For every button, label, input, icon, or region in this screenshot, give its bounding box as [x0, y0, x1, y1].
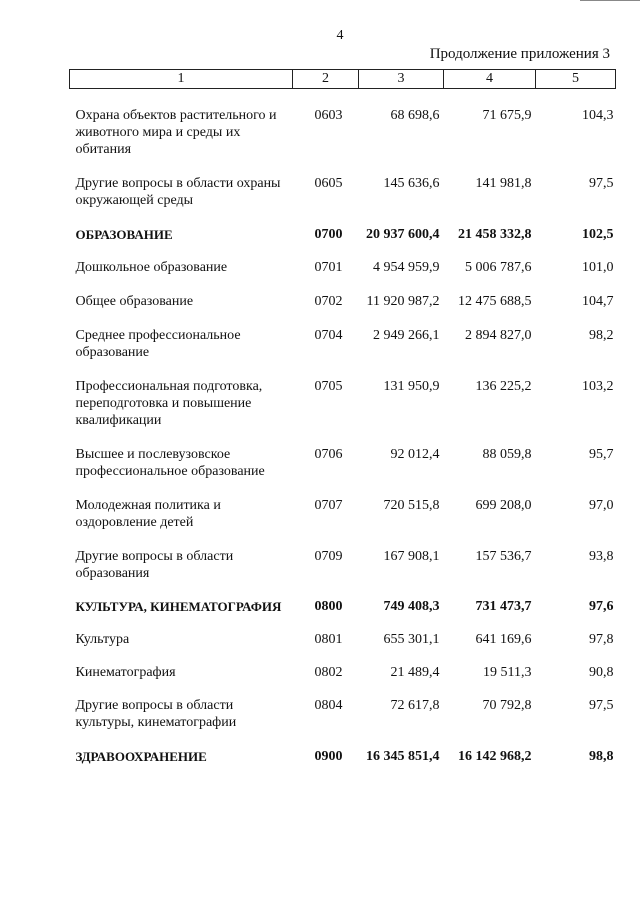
- row-gap: [70, 89, 616, 108]
- row-code: 0800: [314, 599, 343, 614]
- row-code: 0605: [314, 176, 343, 191]
- table-row: [70, 631, 616, 648]
- table-row: [70, 107, 616, 158]
- row-code: 0701: [314, 260, 343, 275]
- row-code: 0707: [314, 498, 343, 513]
- row-value-curr: 141 981,8: [475, 176, 532, 191]
- row-gap: [70, 243, 616, 259]
- row-code: 0705: [314, 379, 343, 394]
- table-row: [70, 664, 616, 681]
- page-number: 4: [336, 28, 344, 43]
- row-value-curr: 641 169,6: [475, 632, 532, 647]
- row-value-curr: 71 675,9: [482, 108, 532, 123]
- row-name: ОБРАЗОВАНИЕ: [75, 227, 173, 242]
- row-name: Дошкольное образование: [75, 260, 228, 275]
- table-row: [70, 293, 616, 310]
- column-header: 3: [359, 70, 444, 89]
- row-name: Кинематография: [75, 665, 176, 680]
- row-gap: [70, 158, 616, 175]
- row-percent: 97,0: [589, 498, 614, 513]
- row-value-curr: 19 511,3: [483, 665, 532, 680]
- row-value-curr: 699 208,0: [475, 498, 532, 513]
- row-value-prev: 720 515,8: [383, 498, 440, 513]
- row-percent: 98,2: [589, 328, 614, 343]
- table-row: [70, 378, 616, 429]
- row-name: Другие вопросы в области охраны окружающей среды: [75, 176, 281, 208]
- row-name: Охрана объектов растительного и животного мира и среды их обитания: [75, 108, 277, 157]
- row-gap: [70, 276, 616, 293]
- table-row: [70, 259, 616, 276]
- row-value-curr: 88 059,8: [482, 447, 532, 462]
- row-value-curr: 16 142 968,2: [458, 749, 532, 764]
- corner-mark: [580, 0, 640, 7]
- row-percent: 104,3: [582, 108, 614, 123]
- row-value-prev: 655 301,1: [383, 632, 440, 647]
- row-gap: [70, 209, 616, 226]
- row-code: 0702: [314, 294, 343, 309]
- row-percent: 98,8: [589, 749, 614, 764]
- column-header: 2: [293, 70, 359, 89]
- table-row: [70, 446, 616, 480]
- row-value-curr: 12 475 688,5: [458, 294, 532, 309]
- table-row: [70, 497, 616, 531]
- row-gap: [70, 648, 616, 664]
- row-percent: 102,5: [582, 227, 614, 242]
- column-header: 5: [536, 70, 616, 89]
- row-gap: [70, 429, 616, 446]
- row-name: Профессиональная подготовка, переподготовка и повышение квалификации: [75, 379, 263, 428]
- row-name: Другие вопросы в области образования: [75, 549, 234, 581]
- row-code: 0804: [314, 698, 343, 713]
- row-gap: [70, 361, 616, 378]
- table-header-row: [70, 70, 616, 89]
- row-gap: [70, 480, 616, 497]
- appendix-note: Продолжение приложения 3: [429, 46, 610, 62]
- row-percent: 104,7: [582, 294, 614, 309]
- row-code: 0709: [314, 549, 343, 564]
- row-value-prev: 20 937 600,4: [366, 227, 440, 242]
- row-code: 0700: [314, 227, 343, 242]
- row-name: ЗДРАВООХРАНЕНИЕ: [75, 749, 207, 764]
- table-row: [70, 175, 616, 209]
- row-gap: [70, 615, 616, 631]
- row-value-prev: 16 345 851,4: [366, 749, 440, 764]
- row-value-prev: 145 636,6: [383, 176, 440, 191]
- row-value-curr: 21 458 332,8: [458, 227, 532, 242]
- row-code: 0706: [314, 447, 343, 462]
- column-header: 1: [70, 70, 293, 89]
- row-percent: 101,0: [582, 260, 614, 275]
- row-percent: 97,5: [589, 698, 614, 713]
- row-name: Высшее и послевузовское профессиональное образование: [75, 447, 265, 479]
- row-name: Молодежная политика и оздоровление детей: [75, 498, 221, 530]
- row-percent: 97,6: [589, 599, 614, 614]
- row-gap: [70, 731, 616, 748]
- budget-table: [69, 69, 615, 765]
- row-gap: [70, 582, 616, 598]
- row-code: 0801: [314, 632, 343, 647]
- table-row: [70, 226, 616, 243]
- row-code: 0900: [314, 749, 343, 764]
- row-name: Культура: [75, 632, 130, 647]
- row-percent: 95,7: [589, 447, 614, 462]
- row-value-prev: 167 908,1: [383, 549, 440, 564]
- table-row: [70, 598, 616, 615]
- row-code: 0704: [314, 328, 343, 343]
- row-gap: [70, 681, 616, 697]
- row-name: КУЛЬТУРА, КИНЕМАТОГРАФИЯ: [75, 599, 282, 614]
- row-value-curr: 2 894 827,0: [465, 328, 532, 343]
- row-value-prev: 11 920 987,2: [366, 294, 440, 309]
- row-value-curr: 70 792,8: [482, 698, 532, 713]
- row-percent: 93,8: [589, 549, 614, 564]
- column-header: 4: [444, 70, 536, 89]
- row-name: Среднее профессиональное образование: [75, 328, 241, 360]
- row-value-prev: 92 012,4: [390, 447, 440, 462]
- row-value-curr: 157 536,7: [475, 549, 532, 564]
- row-value-curr: 731 473,7: [475, 599, 532, 614]
- row-value-prev: 131 950,9: [383, 379, 440, 394]
- row-value-curr: 5 006 787,6: [465, 260, 532, 275]
- row-name: Другие вопросы в области культуры, кинематографии: [75, 698, 237, 730]
- row-value-prev: 749 408,3: [383, 599, 440, 614]
- table-row: [70, 548, 616, 582]
- row-code: 0603: [314, 108, 343, 123]
- row-value-prev: 2 949 266,1: [373, 328, 440, 343]
- row-gap: [70, 531, 616, 548]
- row-percent: 90,8: [589, 665, 614, 680]
- row-value-prev: 72 617,8: [390, 698, 440, 713]
- row-value-prev: 4 954 959,9: [373, 260, 440, 275]
- row-percent: 97,8: [589, 632, 614, 647]
- row-code: 0802: [314, 665, 343, 680]
- table-row: [70, 697, 616, 731]
- row-value-prev: 21 489,4: [390, 665, 440, 680]
- row-value-curr: 136 225,2: [475, 379, 532, 394]
- row-percent: 103,2: [582, 379, 614, 394]
- row-value-prev: 68 698,6: [390, 108, 440, 123]
- row-gap: [70, 310, 616, 327]
- table-row: [70, 327, 616, 361]
- row-percent: 97,5: [589, 176, 614, 191]
- row-name: Общее образование: [75, 294, 194, 309]
- table-row: [70, 748, 616, 765]
